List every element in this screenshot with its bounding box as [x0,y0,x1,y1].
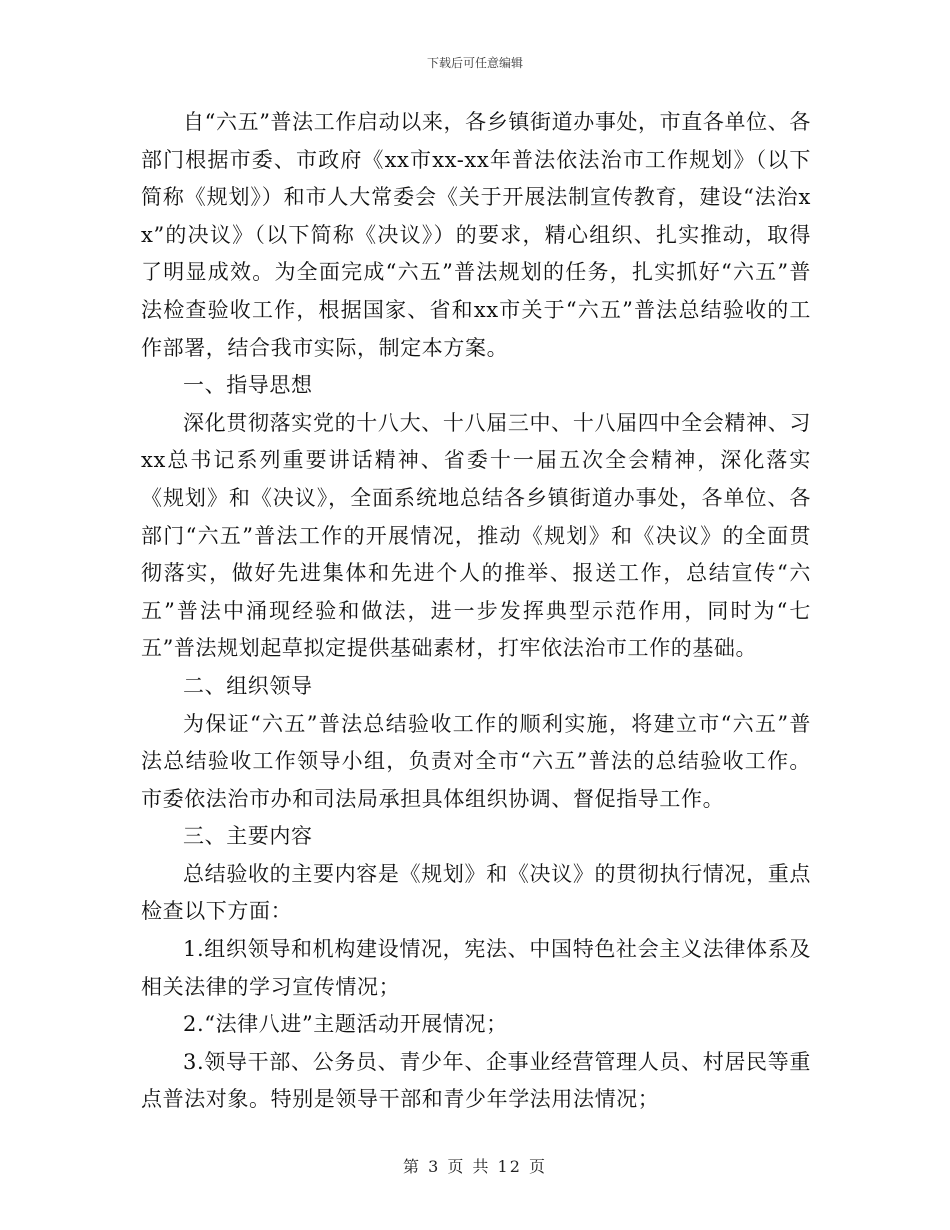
section-heading-guiding-ideology: 一、指导思想 [183,373,313,398]
section-heading-main-content: 三、主要内容 [183,824,313,849]
main-content-paragraph: 总结验收的主要内容是《规划》和《决议》的贯彻执行情况，重点检查以下方面： [141,861,811,924]
page-header-note: 下载后可任意编辑 [426,56,523,70]
list-item-2: 2.“法律八进”主题活动开展情况； [183,1012,508,1037]
organization-paragraph: 为保证“六五”普法总结验收工作的顺利实施，将建立市“六五”普法总结验收工作领导小组，负责对全市“六五”普法的总结验收工作。市委依法治市办和司法局承担具体组织协调、督促指导工作。 [141,711,811,811]
page-number: 第 3 页 共 12 页 [403,1157,547,1176]
intro-paragraph: 自“六五”普法工作启动以来，各乡镇街道办事处，市直各单位、各部门根据市委、市政府《xx市xx-xx年普法依法治市工作规划》（以下简称《规划》）和市人大常委会《关于开展法制宣传教育，建设“法治xx”的决议》（以下简称《决议》）的要求，精心组织、扎实推动，取得了明显成效。为全面完成“六五”普法规划的任务，扎实抓好“六五”普法检查验收工作，根据国家、省和xx市关于“六五”普法总结验收的工作部署，结合我市实际，制定本方案。 [141,110,811,360]
section-heading-organization: 二、组织领导 [183,673,313,698]
list-item-3: 3.领导干部、公务员、青少年、企事业经营管理人员、村居民等重点普法对象。特别是领导干部和青少年学法用法情况； [141,1049,811,1112]
document-body [141,104,811,1119]
guiding-ideology-paragraph: 深化贯彻落实党的十八大、十八届三中、十八届四中全会精神、习xx总书记系列重要讲话精神、省委十一届五次全会精神，深化落实《规划》和《决议》，全面系统地总结各乡镇街道办事处，各单位、各部门“六五”普法工作的开展情况，推动《规划》和《决议》的全面贯彻落实，做好先进集体和先进个人的推举、报送工作，总结宣传“六五”普法中涌现经验和做法，进一步发挥典型示范作用，同时为“七五”普法规划起草拟定提供基础素材，打牢依法治市工作的基础。 [141,410,811,661]
list-item-1: 1.组织领导和机构建设情况，宪法、中国特色社会主义法律体系及相关法律的学习宣传情况； [141,937,811,999]
